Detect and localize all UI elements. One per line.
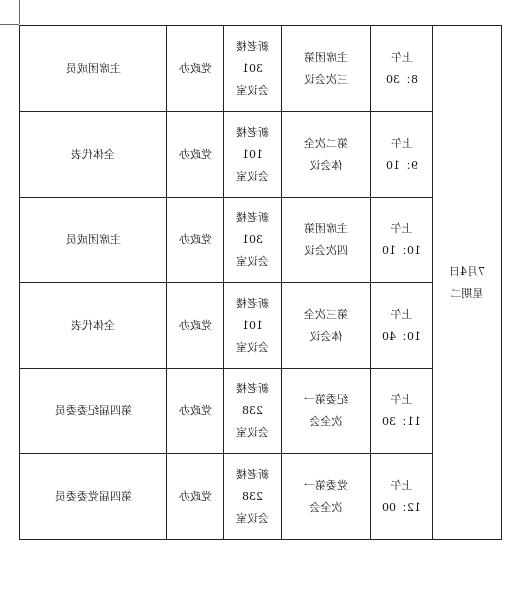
organizer-cell: 党政办 — [167, 454, 224, 540]
date-cell: 7月4日 星期二 — [433, 26, 502, 540]
venue-cell: 新老楼 101 会议室 — [224, 283, 282, 369]
venue-cell: 新老楼 101 会议室 — [224, 112, 282, 198]
organizer-cell: 党政办 — [167, 369, 224, 454]
time-cell: 上午 8：30 — [371, 26, 433, 112]
attendees-cell: 第四届纪委委员 — [20, 369, 167, 454]
attendees-cell: 全体代表 — [20, 112, 167, 198]
table-row — [20, 283, 502, 369]
meeting-cell: 主席团第 四次会议 — [282, 198, 371, 283]
attendees-cell: 全体代表 — [20, 283, 167, 369]
organizer-cell: 党政办 — [167, 283, 224, 369]
time-cell: 上午 12：00 — [371, 454, 433, 540]
table-row — [20, 369, 502, 454]
venue-cell: 新老楼 238 会议室 — [224, 454, 282, 540]
meeting-cell: 主席团第 三次会议 — [282, 26, 371, 112]
time-cell: 上午 11：30 — [371, 369, 433, 454]
venue-cell: 新老楼 301 会议室 — [224, 26, 282, 112]
table-row — [20, 454, 502, 540]
table-row — [20, 198, 502, 283]
time-cell: 上午 10：10 — [371, 198, 433, 283]
meeting-cell: 纪委第一 次全会 — [282, 369, 371, 454]
attendees-cell: 第四届党委委员 — [20, 454, 167, 540]
schedule-table — [19, 25, 502, 540]
time-cell: 上午 9：10 — [371, 112, 433, 198]
organizer-cell: 党政办 — [167, 26, 224, 112]
attendees-cell: 主席团成员 — [20, 26, 167, 112]
time-cell: 上午 10：40 — [371, 283, 433, 369]
organizer-cell: 党政办 — [167, 112, 224, 198]
margin-mark — [0, 24, 19, 25]
margin-mark — [19, 0, 20, 24]
organizer-cell: 党政办 — [167, 198, 224, 283]
table-row — [20, 112, 502, 198]
attendees-cell: 主席团成员 — [20, 198, 167, 283]
venue-cell: 新老楼 301 会议室 — [224, 198, 282, 283]
meeting-cell: 第二次全 体会议 — [282, 112, 371, 198]
venue-cell: 新老楼 238 会议室 — [224, 369, 282, 454]
meeting-cell: 党委第一 次全会 — [282, 454, 371, 540]
table-row — [20, 26, 502, 112]
meeting-cell: 第三次全 体会议 — [282, 283, 371, 369]
